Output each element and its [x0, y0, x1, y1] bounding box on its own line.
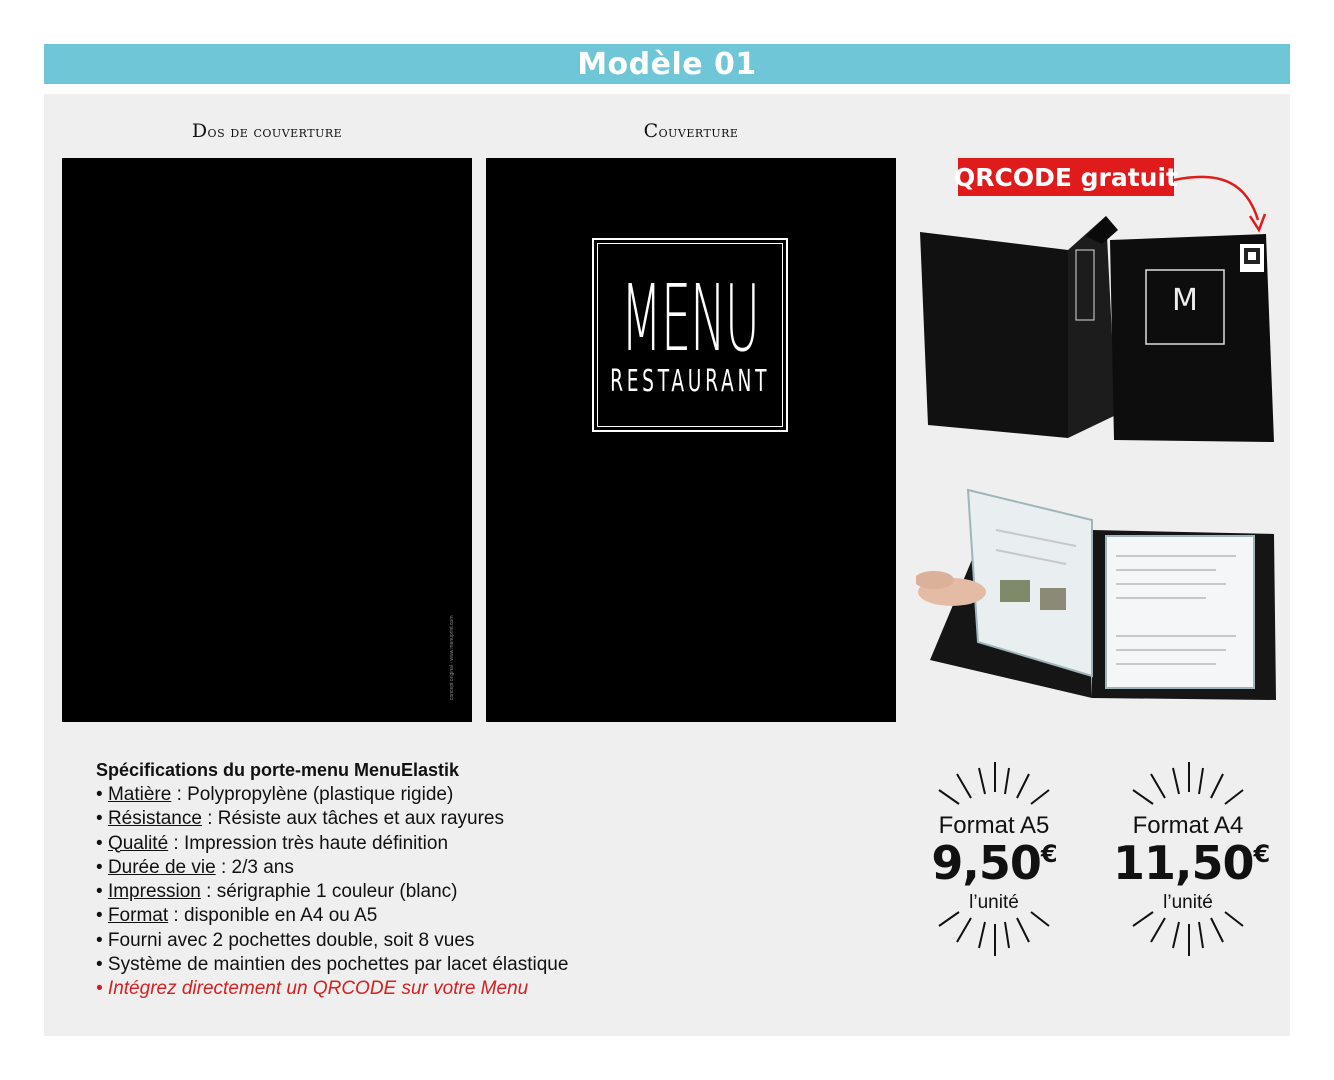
- open-menu-photo: [916, 460, 1280, 710]
- spec-key: Impression: [107, 881, 201, 903]
- menu-folder-photo: [918, 210, 1278, 450]
- spec-key: Qualité: [107, 832, 169, 854]
- title-bar: [44, 44, 1290, 84]
- price-a4-amount: [1113, 836, 1270, 890]
- price-a4-value: 11,50: [1113, 836, 1254, 890]
- price-a5-unit: l’unité: [969, 892, 1019, 913]
- rays-bottom-icon: [1113, 908, 1263, 958]
- specifications: [96, 760, 716, 1002]
- spec-key: Résistance: [107, 808, 202, 830]
- back-cover-label-rest: os de couverture: [207, 123, 343, 141]
- spec-value: : sérigraphie 1 couleur (blanc): [200, 881, 458, 903]
- front-cover-label-cap: C: [643, 120, 659, 142]
- price-a4: [1113, 762, 1270, 914]
- menu-logo-inner: [597, 243, 783, 427]
- spec-key: Durée de vie: [107, 856, 216, 878]
- spec-value: : Impression très haute définition: [168, 832, 449, 854]
- spec-value: : disponible en A4 ou A5: [168, 905, 378, 927]
- logo-word: MENU: [620, 265, 760, 372]
- spec-value: : 2/3 ans: [215, 856, 294, 878]
- spec-line-printing: • Impression : sérigraphie 1 couleur (blanc): [96, 881, 458, 903]
- spec-line-qrcode: • Intégrez directement un QRCODE sur votre Menu: [96, 978, 529, 1000]
- price-a4-currency: €: [1253, 840, 1270, 868]
- price-a5-amount: [919, 836, 1069, 890]
- spec-line-quality: • Qualité : Impression très haute définition: [96, 832, 449, 854]
- back-cover-credit: concept original - www.menuprint.com: [449, 615, 455, 700]
- qrcode-badge: [954, 158, 1178, 196]
- rays-top-icon: [919, 762, 1069, 808]
- specifications-title: Spécifications du porte-menu MenuElastik: [96, 760, 460, 780]
- spec-line-material: • Matière : Polypropylène (plastique rigide): [96, 784, 454, 805]
- spec-line-format: • Format : disponible en A4 ou A5: [96, 905, 378, 927]
- back-cover-image: [62, 158, 472, 722]
- front-cover-label: [486, 120, 896, 142]
- spec-value: : Polypropylène (plastique rigide): [171, 784, 454, 805]
- price-a5-format: Format A5: [938, 812, 1050, 839]
- price-a4-format: Format A4: [1132, 812, 1244, 839]
- spec-value: : Résiste aux tâches et aux rayures: [201, 808, 504, 830]
- logo-subword: RESTAURANT: [609, 364, 771, 399]
- rays-top-icon: [1113, 762, 1263, 808]
- qrcode-badge-label: QRCODE gratuit: [954, 162, 1178, 192]
- spec-key: Matière: [107, 784, 172, 805]
- back-cover-label-cap: D: [191, 120, 208, 142]
- page-title: Modèle 01: [577, 46, 757, 82]
- price-a5: [919, 762, 1069, 914]
- spec-line-resistance: • Résistance : Résiste aux tâches et aux rayures: [96, 808, 504, 830]
- spec-key: Format: [107, 905, 169, 927]
- menu-logo: [592, 238, 788, 432]
- spec-line-elastic: • Système de maintien des pochettes par lacet élastique: [96, 954, 569, 976]
- price-a5-value: 9,50: [931, 836, 1041, 890]
- spec-line-lifespan: • Durée de vie : 2/3 ans: [96, 856, 294, 878]
- front-cover-label-rest: ouverture: [658, 123, 739, 141]
- back-cover-label: [62, 120, 472, 142]
- svg-text:M: M: [1172, 283, 1198, 318]
- spec-line-pockets: • Fourni avec 2 pochettes double, soit 8 vues: [96, 929, 475, 951]
- price-a5-currency: €: [1040, 840, 1057, 868]
- price-a4-unit: l’unité: [1163, 892, 1213, 913]
- rays-bottom-icon: [919, 908, 1069, 958]
